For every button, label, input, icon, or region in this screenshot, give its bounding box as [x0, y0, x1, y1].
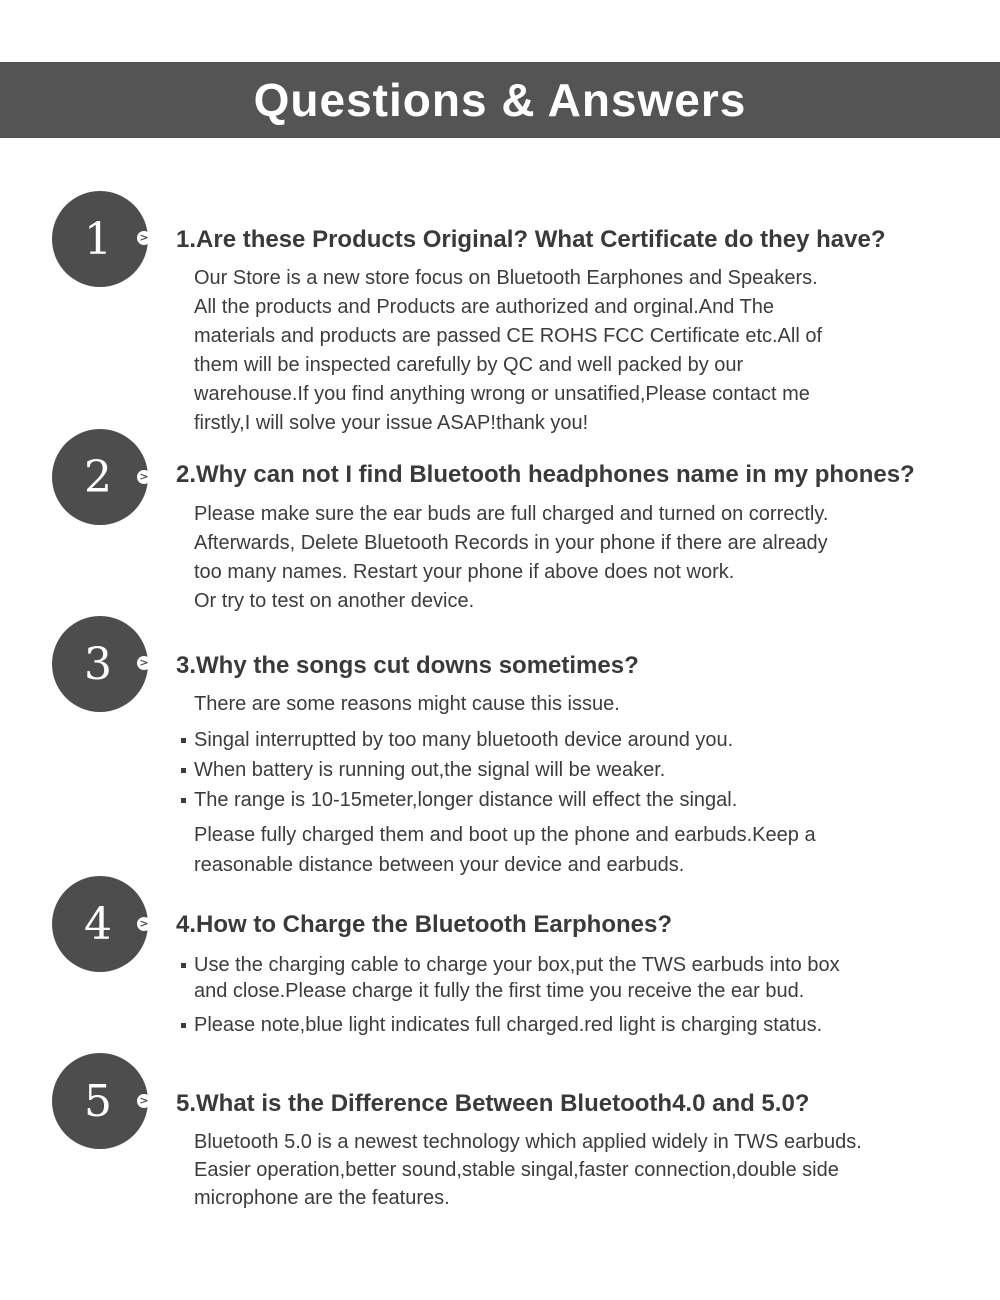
question-number-badge [52, 1053, 148, 1149]
answer-line: too many names. Restart your phone if above does not work. [194, 561, 735, 583]
answer-line: There are some reasons might cause this issue. [194, 693, 620, 715]
question-title: 2.Why can not I find Bluetooth headphones name in my phones? [176, 461, 915, 488]
list-item-text: When battery is running out,the signal will be weaker. [194, 759, 666, 781]
answer-text [194, 820, 816, 880]
question-title: 5.What is the Difference Between Bluetooth4.0 and 5.0? [176, 1090, 810, 1117]
bullet-icon [181, 1023, 186, 1028]
question-number: 4 [84, 898, 112, 950]
question-number-badge [52, 876, 148, 972]
answer-line: firstly,I will solve your issue ASAP!thank you! [194, 412, 589, 434]
list-item-continuation [180, 978, 840, 1012]
list-item [180, 1012, 840, 1038]
list-item [180, 787, 737, 817]
answer-line: reasonable distance between your device and earbuds. [194, 854, 685, 876]
answer-line: Afterwards, Delete Bluetooth Records in your phone if there are already [194, 532, 828, 554]
chevron-right-icon: > [137, 917, 151, 931]
chevron-right-icon: > [137, 470, 151, 484]
chevron-right-icon: > [137, 1094, 151, 1108]
question-number: 3 [84, 638, 112, 690]
question-number: 2 [84, 451, 112, 503]
answer-line: microphone are the features. [194, 1187, 450, 1209]
bullet-icon [181, 798, 186, 803]
header-banner [0, 62, 1000, 138]
question-number-badge [52, 191, 148, 287]
answer-text [194, 1128, 862, 1212]
list-item-text: Use the charging cable to charge your box,put the TWS earbuds into box [194, 954, 840, 976]
answer-line: Our Store is a new store focus on Bluetooth Earphones and Speakers. [194, 267, 818, 289]
answer-line: Or try to test on another device. [194, 590, 475, 612]
list-item-text: The range is 10-15meter,longer distance will effect the singal. [194, 789, 738, 811]
list-item-text: Singal interruptted by too many bluetooth device around you. [194, 729, 734, 751]
question-title: 4.How to Charge the Bluetooth Earphones? [176, 911, 673, 938]
question-title: 3.Why the songs cut downs sometimes? [176, 652, 639, 679]
answer-line: Bluetooth 5.0 is a newest technology which applied widely in TWS earbuds. [194, 1131, 862, 1153]
answer-text [194, 500, 828, 616]
page-title: Questions & Answers [253, 74, 747, 126]
list-item-text: and close.Please charge it fully the first time you receive the ear bud. [194, 980, 805, 1002]
bullet-list [180, 727, 737, 817]
chevron-right-icon: > [137, 656, 151, 670]
bullet-icon [181, 963, 186, 968]
answer-line: All the products and Products are authorized and orginal.And The [194, 296, 774, 318]
bullet-icon [181, 768, 186, 773]
answer-line: them will be inspected carefully by QC and well packed by our [194, 354, 744, 376]
list-item [180, 952, 840, 978]
answer-line: warehouse.If you find anything wrong or unsatified,Please contact me [194, 383, 810, 405]
answer-intro [194, 690, 620, 719]
bullet-icon [181, 738, 186, 743]
answer-text [194, 264, 822, 438]
chevron-right-icon: > [137, 231, 151, 245]
answer-line: Easier operation,better sound,stable singal,faster connection,double side [194, 1159, 839, 1181]
list-item-text: Please note,blue light indicates full charged.red light is charging status. [194, 1014, 823, 1036]
answer-line: Please make sure the ear buds are full charged and turned on correctly. [194, 503, 829, 525]
question-number: 1 [84, 213, 112, 265]
answer-line: Please fully charged them and boot up the phone and earbuds.Keep a [194, 824, 816, 846]
bullet-list [180, 952, 840, 1038]
question-number-badge [52, 429, 148, 525]
question-number: 5 [84, 1075, 112, 1127]
question-title: 1.Are these Products Original? What Certificate do they have? [176, 226, 886, 253]
question-number-badge [52, 616, 148, 712]
list-item [180, 727, 737, 757]
list-item [180, 757, 737, 787]
answer-line: materials and products are passed CE ROHS FCC Certificate etc.All of [194, 325, 823, 347]
